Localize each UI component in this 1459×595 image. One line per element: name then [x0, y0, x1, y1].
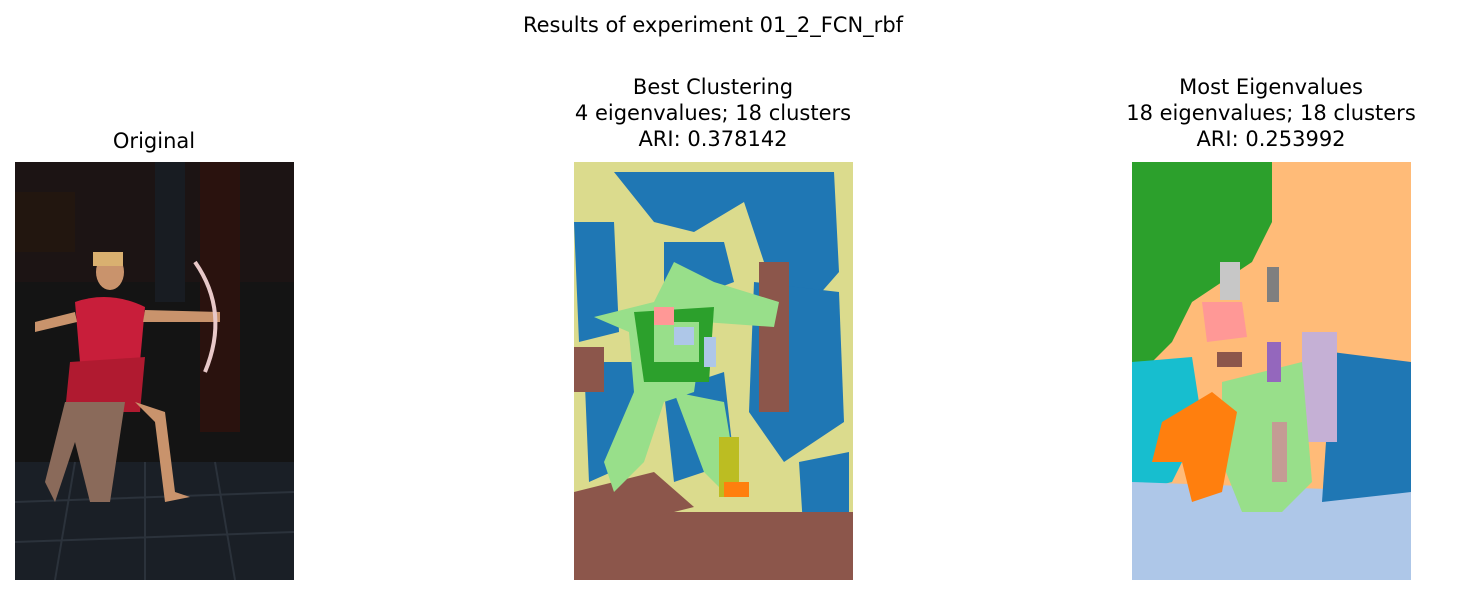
most-segmentation-svg — [1132, 162, 1411, 580]
figure-suptitle: Results of experiment 01_2_FCN_rbf — [522, 13, 904, 37]
best-panel-title — [503, 74, 923, 152]
best-title-line-3: ARI: 0.378142 — [638, 127, 788, 151]
most-eigenvalues-image — [1132, 162, 1411, 580]
original-title-line: Original — [112, 129, 196, 153]
original-panel-title — [0, 128, 364, 154]
best-segmentation-svg — [574, 162, 853, 580]
best-clustering-image — [574, 162, 853, 580]
best-title-line-1: Best Clustering — [632, 75, 794, 99]
original-photo-svg — [15, 162, 294, 580]
most-title-line-1: Most Eigenvalues — [1179, 75, 1363, 99]
best-title-line-2: 4 eigenvalues; 18 clusters — [574, 101, 852, 125]
most-panel-title — [1061, 74, 1459, 152]
most-title-line-3: ARI: 0.253992 — [1196, 127, 1346, 151]
most-title-line-2: 18 eigenvalues; 18 clusters — [1126, 101, 1416, 125]
original-image — [15, 162, 294, 580]
